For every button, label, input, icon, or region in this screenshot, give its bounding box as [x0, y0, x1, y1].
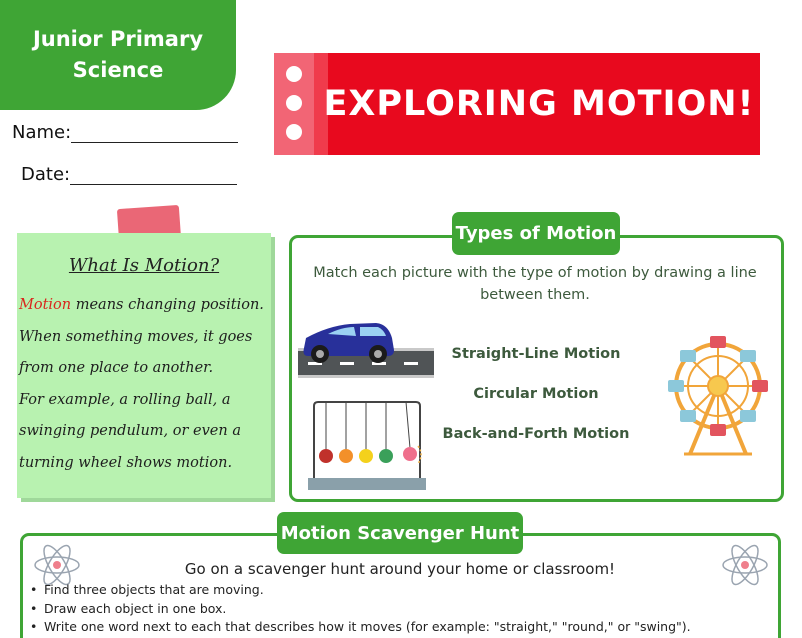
grade-tab	[0, 0, 236, 110]
list-item: • Draw each object in one box.	[30, 600, 770, 619]
scavenger-hunt-instructions: Go on a scavenger hunt around your home or classroom!	[184, 560, 616, 578]
what-is-motion-note	[17, 233, 271, 498]
newtons-cradle-icon[interactable]	[308, 400, 428, 492]
name-label: Name:	[12, 122, 72, 143]
straight-line-motion-label[interactable]: Straight-Line Motion	[451, 346, 621, 362]
grade-line-2: Science	[72, 58, 164, 82]
types-instructions: Match each picture with the type of motion by drawing a line between them.	[313, 265, 757, 303]
grade-line-1: Junior Primary	[32, 27, 204, 51]
list-item: • Find three objects that are moving.	[30, 581, 770, 600]
name-field[interactable]	[12, 122, 238, 143]
scavenger-hunt-title: Motion Scavenger Hunt	[277, 512, 523, 554]
binder-hole	[286, 95, 302, 111]
note-title: What Is Motion?	[68, 255, 220, 276]
scavenger-hunt-list	[30, 581, 770, 637]
ferris-wheel-icon[interactable]	[660, 334, 776, 458]
car-icon[interactable]	[298, 318, 434, 380]
page-title: EXPLORING MOTION!	[323, 84, 755, 124]
back-and-forth-motion-label[interactable]: Back-and-Forth Motion	[442, 426, 630, 442]
title-banner	[274, 53, 760, 155]
note-text: Motion means changing position. When something moves, it goes from one place to another. For example, a rolling ball, a swinging pendulum, or even a turning wheel shows motion.	[19, 297, 264, 471]
list-item: • Write one word next to each that describes how it moves (for example: "straight," "round," or "swing").	[30, 618, 770, 637]
date-field[interactable]	[21, 164, 237, 185]
circular-motion-label[interactable]: Circular Motion	[473, 386, 599, 402]
motion-keyword: Motion	[19, 297, 72, 313]
name-line[interactable]	[71, 125, 238, 143]
binder-hole	[286, 124, 302, 140]
binder-hole	[286, 66, 302, 82]
date-label: Date:	[21, 164, 71, 185]
date-line[interactable]	[70, 167, 237, 185]
types-of-motion-title: Types of Motion	[452, 212, 620, 255]
